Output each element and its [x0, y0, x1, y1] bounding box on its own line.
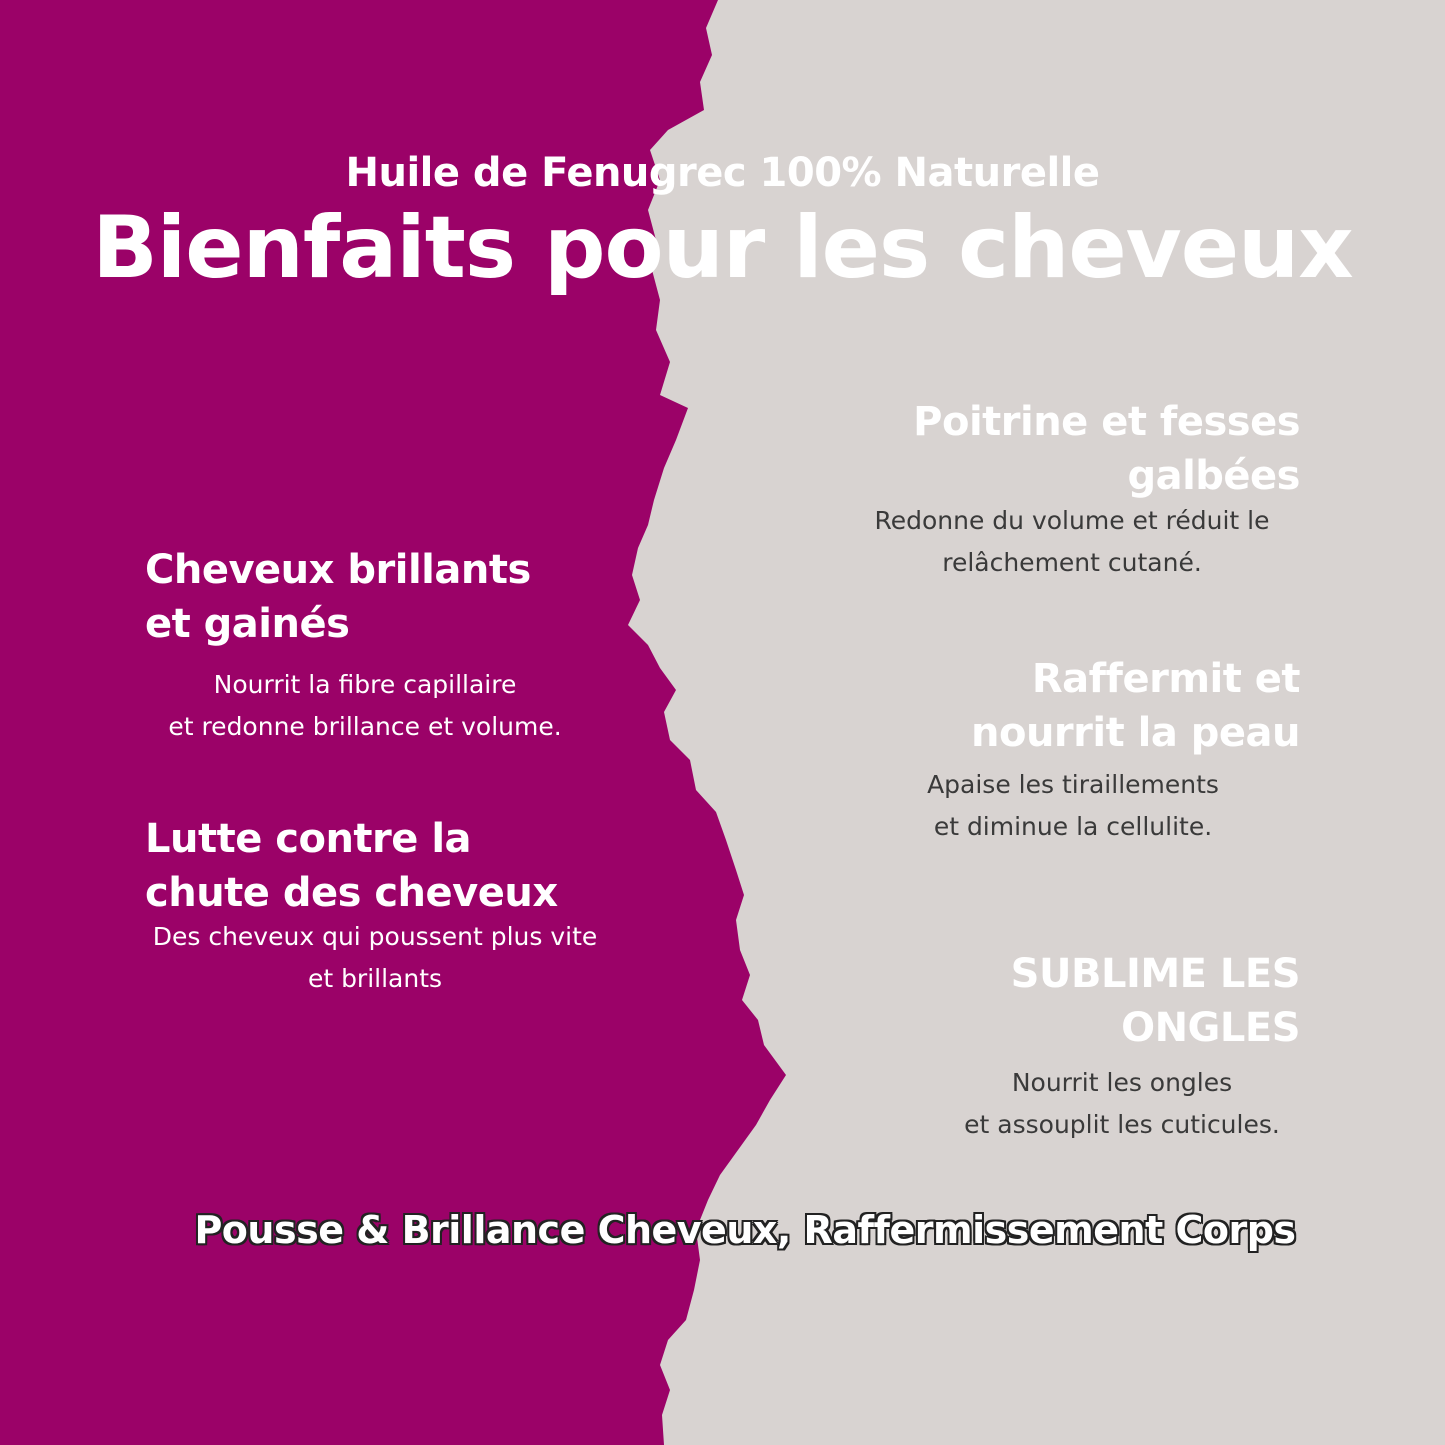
- benefit-heading-nails: SUBLIME LES ONGLES: [1010, 951, 1300, 1051]
- benefit-text-skin: Apaise les tiraillements et diminue la cellulite.: [927, 770, 1219, 841]
- subtitle: Huile de Fenugrec 100% Naturelle: [345, 150, 1100, 196]
- benefit-heading-hair-shine: Cheveux brillants et gainés: [145, 547, 531, 647]
- benefit-heading-skin: Raffermit et nourrit la peau: [970, 656, 1300, 756]
- benefit-heading-body-shape: Poitrine et fesses galbées: [913, 399, 1300, 499]
- benefit-text-body-shape: Redonne du volume et réduit le relâchement cutané.: [874, 506, 1270, 577]
- benefit-text-nails: Nourrit les ongles et assouplit les cuticules.: [964, 1068, 1280, 1139]
- benefit-text-hair-loss: Des cheveux qui poussent plus vite et brillants: [152, 922, 598, 993]
- benefit-text-hair-shine: Nourrit la fibre capillaire et redonne brillance et volume.: [168, 670, 562, 741]
- benefit-heading-hair-loss: Lutte contre la chute des cheveux: [145, 816, 558, 916]
- footer-tagline: Pousse & Brillance Cheveux, Raffermissement Corps: [194, 1208, 1296, 1252]
- page-title: Bienfaits pour les cheveux: [92, 198, 1353, 298]
